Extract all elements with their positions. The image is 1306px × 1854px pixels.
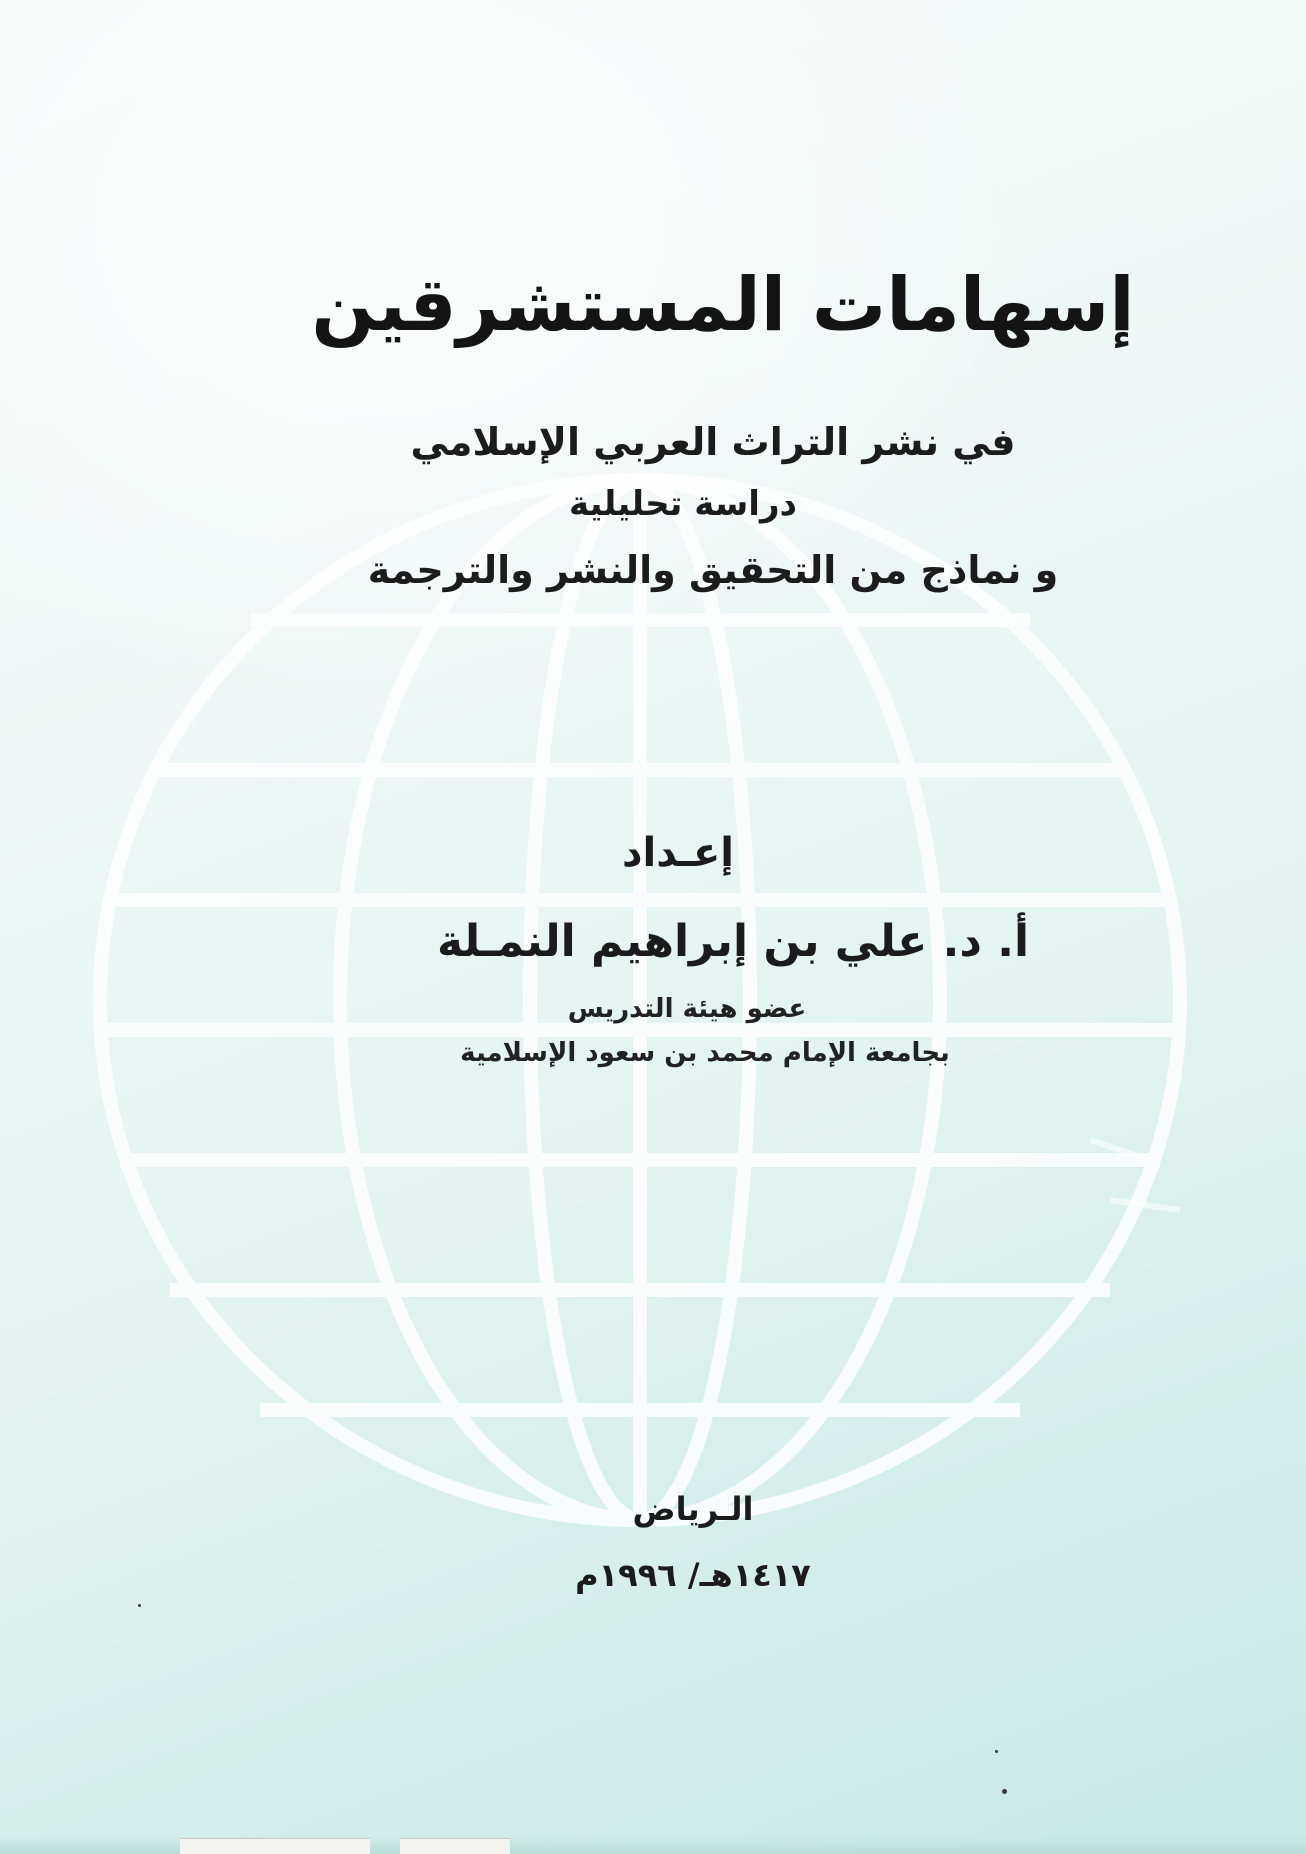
publication-date: ١٤١٧هـ/ ١٩٩٦م — [575, 1556, 811, 1594]
subtitle-line-1: في نشر التراث العربي الإسلامي — [410, 420, 1016, 464]
author-name: أ. د. علي بن إبراهيم النمـلة — [436, 916, 1030, 967]
print-speck — [138, 1604, 141, 1607]
print-speck — [995, 1750, 998, 1753]
subtitle-line-3: و نماذج من التحقيق والنشر والترجمة — [367, 548, 1059, 592]
subtitle-line-2: دراسة تحليلية — [569, 484, 797, 524]
prepared-by-label: إعـداد — [621, 830, 735, 876]
torn-edge — [400, 1838, 510, 1854]
publication-place: الـرياض — [632, 1490, 754, 1528]
affiliation-line-2: بجامعة الإمام محمد بن سعود الإسلامية — [460, 1038, 950, 1068]
torn-edge — [180, 1838, 370, 1854]
affiliation-line-1: عضو هيئة التدريس — [567, 994, 807, 1024]
print-speck — [1002, 1789, 1007, 1794]
book-title: إسهامات المستشرقين — [311, 262, 1135, 348]
